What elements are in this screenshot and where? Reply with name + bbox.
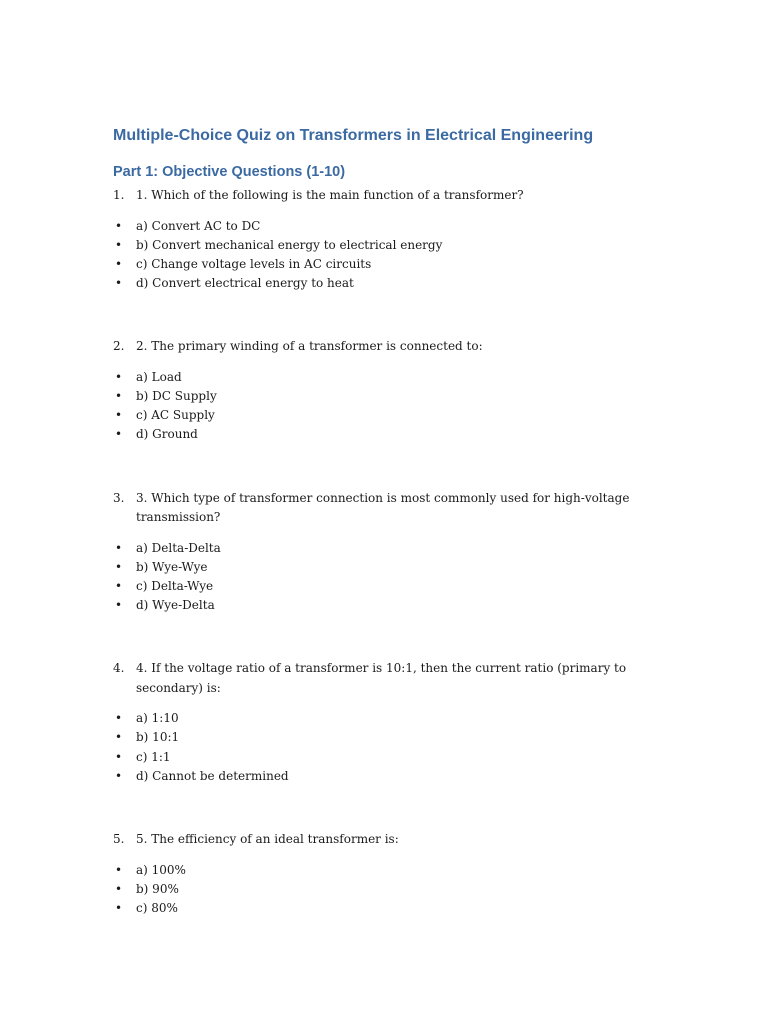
option-text: d) Ground [136, 427, 198, 442]
option-a [113, 368, 653, 387]
option-b [113, 236, 653, 255]
bullet-icon: • [115, 540, 123, 555]
question-number: 4. [113, 661, 125, 676]
bullet-icon: • [115, 768, 123, 783]
bullet-icon: • [115, 276, 123, 291]
option-text: b) Convert mechanical energy to electrical energy [136, 237, 443, 252]
question-5 [113, 830, 653, 850]
option-c [113, 748, 653, 767]
question-1 [113, 186, 653, 206]
option-d [113, 767, 653, 786]
option-list [113, 539, 653, 616]
bullet-icon: • [115, 711, 123, 726]
option-text: d) Convert electrical energy to heat [136, 276, 354, 291]
option-list [113, 709, 653, 786]
question-block-3 [113, 489, 653, 616]
question-text: 3. Which type of transformer connection is most commonly used for high-voltage transmission? [136, 490, 630, 524]
question-number: 1. [113, 188, 125, 202]
question-4 [113, 659, 653, 698]
question-block-1 [113, 186, 653, 293]
option-a [113, 217, 653, 236]
option-text: b) DC Supply [136, 388, 217, 403]
option-text: a) Load [136, 369, 182, 384]
option-text: c) Change voltage levels in AC circuits [136, 256, 372, 271]
bullet-icon: • [115, 427, 123, 442]
option-text: a) 1:10 [136, 711, 179, 726]
question-text: 4. If the voltage ratio of a transformer is 10:1, then the current ratio (primary to secondary) is: [136, 661, 627, 695]
option-text: c) AC Supply [136, 408, 215, 423]
question-number: 3. [113, 490, 125, 505]
option-text: b) 90% [136, 881, 179, 896]
option-c [113, 406, 653, 425]
option-c [113, 899, 653, 918]
question-2 [113, 337, 653, 357]
bullet-icon: • [115, 237, 123, 252]
bullet-icon: • [115, 862, 123, 877]
option-a [113, 861, 653, 880]
option-text: d) Cannot be determined [136, 768, 289, 783]
bullet-icon: • [115, 408, 123, 423]
option-d [113, 596, 653, 615]
option-d [113, 425, 653, 444]
section-heading: Part 1: Objective Questions (1-10) [113, 164, 346, 180]
option-text: c) 80% [136, 900, 178, 915]
document-page [113, 125, 653, 918]
option-d [113, 274, 653, 293]
question-text: 5. The efficiency of an ideal transformer is: [136, 832, 399, 846]
question-block-2 [113, 337, 653, 444]
option-c [113, 577, 653, 596]
bullet-icon: • [115, 881, 123, 896]
option-c [113, 255, 653, 274]
option-a [113, 709, 653, 728]
option-text: b) 10:1 [136, 730, 180, 745]
question-block-4 [113, 659, 653, 786]
option-a [113, 539, 653, 558]
bullet-icon: • [115, 369, 123, 384]
option-b [113, 728, 653, 747]
question-block-5 [113, 830, 653, 918]
option-b [113, 880, 653, 899]
question-text: 1. Which of the following is the main function of a transformer? [136, 188, 524, 202]
option-b [113, 387, 653, 406]
bullet-icon: • [115, 749, 123, 764]
bullet-icon: • [115, 218, 123, 233]
bullet-icon: • [115, 559, 123, 574]
bullet-icon: • [115, 388, 123, 403]
option-list [113, 217, 653, 294]
question-text: 2. The primary winding of a transformer is connected to: [136, 339, 483, 354]
option-text: d) Wye-Delta [136, 598, 215, 613]
option-text: b) Wye-Wye [136, 559, 208, 574]
question-3 [113, 489, 653, 528]
bullet-icon: • [115, 900, 123, 915]
bullet-icon: • [115, 598, 123, 613]
option-list [113, 861, 653, 919]
question-number: 5. [113, 832, 125, 846]
document-title: Multiple-Choice Quiz on Transformers in Electrical Engineering [113, 127, 594, 144]
question-number: 2. [113, 339, 125, 354]
option-b [113, 558, 653, 577]
option-text: a) 100% [136, 862, 186, 877]
option-text: a) Convert AC to DC [136, 218, 261, 233]
bullet-icon: • [115, 730, 123, 745]
option-list [113, 368, 653, 445]
option-text: c) 1:1 [136, 749, 171, 764]
bullet-icon: • [115, 578, 123, 593]
option-text: a) Delta-Delta [136, 540, 221, 555]
bullet-icon: • [115, 256, 123, 271]
option-text: c) Delta-Wye [136, 578, 214, 593]
